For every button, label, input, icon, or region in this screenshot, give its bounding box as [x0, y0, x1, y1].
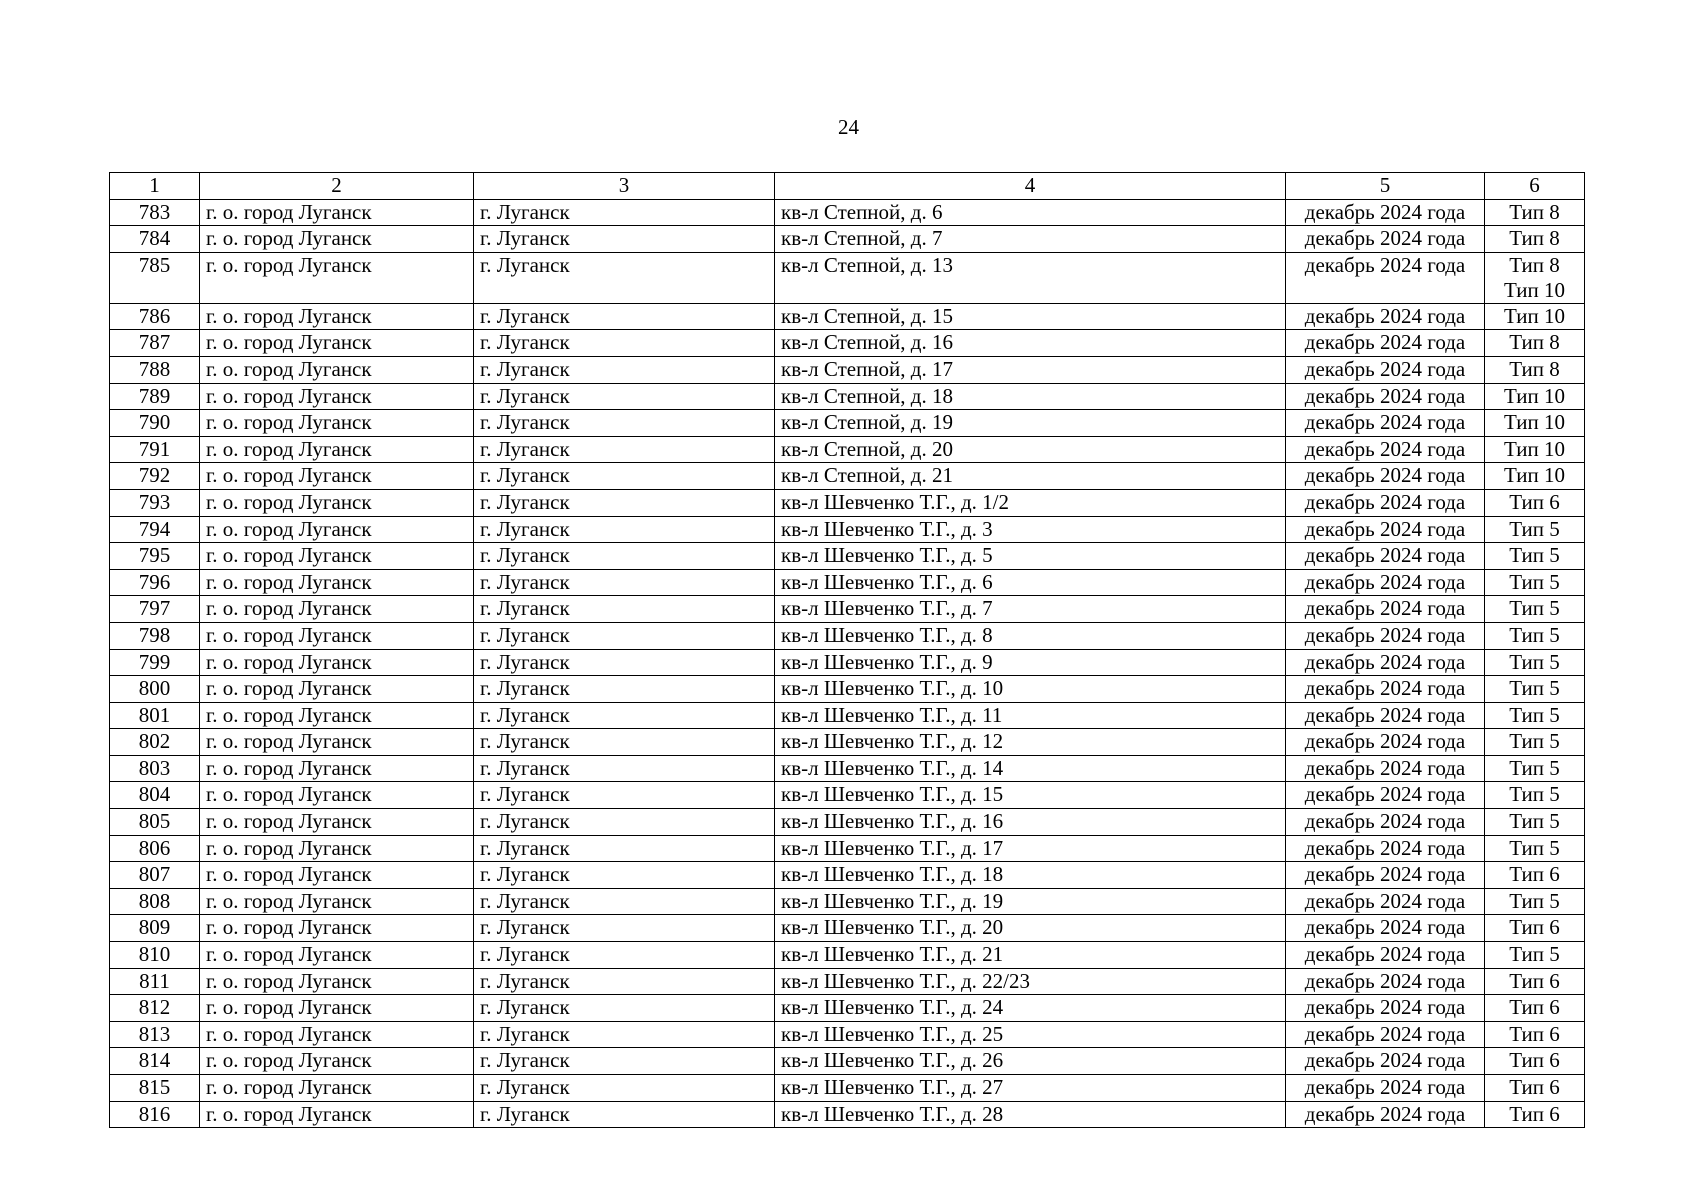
date-cell: декабрь 2024 года — [1286, 1048, 1485, 1075]
type-label: Тип 5 — [1509, 835, 1560, 860]
address-cell: кв-л Шевченко Т.Г., д. 20 — [775, 915, 1286, 942]
city-cell: г. Луганск — [474, 995, 775, 1022]
page-number: 24 — [838, 115, 859, 139]
district-cell: г. о. город Луганск — [200, 702, 474, 729]
type-cell — [1485, 729, 1585, 756]
type-label: Тип 6 — [1509, 862, 1560, 887]
type-label: Тип 5 — [1509, 942, 1560, 967]
type-label: Тип 5 — [1509, 702, 1560, 727]
table-row — [110, 226, 1585, 253]
type-label: Тип 8 — [1509, 226, 1560, 251]
row-number-cell: 811 — [110, 968, 200, 995]
type-label: Тип 8 — [1509, 252, 1560, 277]
type-label: Тип 6 — [1509, 1075, 1560, 1099]
type-label: Тип 5 — [1509, 888, 1560, 913]
district-cell: г. о. город Луганск — [200, 1021, 474, 1048]
table-row — [110, 1048, 1585, 1075]
date-cell: декабрь 2024 года — [1286, 436, 1485, 463]
date-cell: декабрь 2024 года — [1286, 835, 1485, 862]
date-cell: декабрь 2024 года — [1286, 330, 1485, 357]
type-label: Тип 10 — [1503, 463, 1566, 488]
address-cell: кв-л Степной, д. 13 — [775, 252, 1286, 303]
row-number-cell: 800 — [110, 676, 200, 703]
type-label: Тип 5 — [1509, 543, 1560, 568]
date-cell: декабрь 2024 года — [1286, 702, 1485, 729]
row-number-cell: 809 — [110, 915, 200, 942]
type-cell — [1485, 463, 1585, 490]
address-cell: кв-л Шевченко Т.Г., д. 17 — [775, 835, 1286, 862]
row-number-cell: 795 — [110, 543, 200, 570]
city-cell: г. Луганск — [474, 1075, 775, 1102]
district-cell: г. о. город Луганск — [200, 835, 474, 862]
type-cell — [1485, 199, 1585, 226]
table-row — [110, 649, 1585, 676]
district-cell: г. о. город Луганск — [200, 622, 474, 649]
address-cell: кв-л Шевченко Т.Г., д. 9 — [775, 649, 1286, 676]
city-cell: г. Луганск — [474, 755, 775, 782]
district-cell: г. о. город Луганск — [200, 330, 474, 357]
date-cell: декабрь 2024 года — [1286, 888, 1485, 915]
row-number-cell: 793 — [110, 489, 200, 516]
row-number-cell: 785 — [110, 252, 200, 303]
row-number-cell: 804 — [110, 782, 200, 809]
table-row — [110, 252, 1585, 303]
district-cell: г. о. город Луганск — [200, 968, 474, 995]
date-cell: декабрь 2024 года — [1286, 383, 1485, 410]
city-cell: г. Луганск — [474, 436, 775, 463]
type-label: Тип 6 — [1509, 915, 1560, 940]
city-cell: г. Луганск — [474, 915, 775, 942]
date-cell: декабрь 2024 года — [1286, 199, 1485, 226]
address-cell: кв-л Степной, д. 6 — [775, 199, 1286, 226]
date-cell: декабрь 2024 года — [1286, 1101, 1485, 1128]
address-cell: кв-л Шевченко Т.Г., д. 7 — [775, 596, 1286, 623]
date-cell: декабрь 2024 года — [1286, 410, 1485, 437]
table-row — [110, 356, 1585, 383]
row-number-cell: 794 — [110, 516, 200, 543]
city-cell: г. Луганск — [474, 252, 775, 303]
type-cell — [1485, 888, 1585, 915]
type-label: Тип 6 — [1509, 968, 1560, 993]
address-cell: кв-л Шевченко Т.Г., д. 22/23 — [775, 968, 1286, 995]
address-cell: кв-л Степной, д. 17 — [775, 356, 1286, 383]
row-number-cell: 815 — [110, 1075, 200, 1102]
city-cell: г. Луганск — [474, 410, 775, 437]
column-header: 1 — [110, 173, 200, 200]
district-cell: г. о. город Луганск — [200, 862, 474, 889]
city-cell: г. Луганск — [474, 1048, 775, 1075]
city-cell: г. Луганск — [474, 303, 775, 330]
row-number-cell: 792 — [110, 463, 200, 490]
date-cell: декабрь 2024 года — [1286, 226, 1485, 253]
address-cell: кв-л Степной, д. 7 — [775, 226, 1286, 253]
table-row — [110, 596, 1585, 623]
district-cell: г. о. город Луганск — [200, 569, 474, 596]
table-row — [110, 1075, 1585, 1102]
row-number-cell: 802 — [110, 729, 200, 756]
type-label: Тип 8 — [1509, 330, 1560, 355]
date-cell: декабрь 2024 года — [1286, 303, 1485, 330]
type-cell — [1485, 676, 1585, 703]
table-row — [110, 862, 1585, 889]
district-cell: г. о. город Луганск — [200, 942, 474, 969]
district-cell: г. о. город Луганск — [200, 383, 474, 410]
row-number-cell: 816 — [110, 1101, 200, 1128]
type-label: Тип 6 — [1509, 489, 1560, 514]
type-label: Тип 5 — [1509, 729, 1560, 754]
district-cell: г. о. город Луганск — [200, 649, 474, 676]
city-cell: г. Луганск — [474, 569, 775, 596]
address-cell: кв-л Шевченко Т.Г., д. 25 — [775, 1021, 1286, 1048]
address-cell: кв-л Шевченко Т.Г., д. 27 — [775, 1075, 1286, 1102]
district-cell: г. о. город Луганск — [200, 1075, 474, 1102]
table-body — [110, 199, 1585, 1128]
table-row — [110, 968, 1585, 995]
type-cell — [1485, 809, 1585, 836]
district-cell: г. о. город Луганск — [200, 755, 474, 782]
type-cell — [1485, 516, 1585, 543]
table-row — [110, 995, 1585, 1022]
district-cell: г. о. город Луганск — [200, 1048, 474, 1075]
row-number-cell: 814 — [110, 1048, 200, 1075]
type-label: Тип 10 — [1503, 383, 1566, 408]
table-row — [110, 729, 1585, 756]
district-cell: г. о. город Луганск — [200, 729, 474, 756]
type-cell — [1485, 226, 1585, 253]
district-cell: г. о. город Луганск — [200, 303, 474, 330]
city-cell: г. Луганск — [474, 809, 775, 836]
date-cell: декабрь 2024 года — [1286, 463, 1485, 490]
table-row — [110, 569, 1585, 596]
type-cell — [1485, 702, 1585, 729]
type-label: Тип 6 — [1509, 1101, 1560, 1126]
table-row — [110, 543, 1585, 570]
type-cell — [1485, 942, 1585, 969]
row-number-cell: 787 — [110, 330, 200, 357]
type-cell — [1485, 569, 1585, 596]
type-cell — [1485, 383, 1585, 410]
date-cell: декабрь 2024 года — [1286, 622, 1485, 649]
city-cell: г. Луганск — [474, 702, 775, 729]
table-row — [110, 702, 1585, 729]
type-label: Тип 8 — [1509, 356, 1560, 381]
district-cell: г. о. город Луганск — [200, 463, 474, 490]
city-cell: г. Луганск — [474, 226, 775, 253]
address-cell: кв-л Степной, д. 15 — [775, 303, 1286, 330]
type-cell — [1485, 649, 1585, 676]
type-cell — [1485, 1101, 1585, 1128]
type-label: Тип 6 — [1509, 995, 1560, 1020]
type-cell — [1485, 915, 1585, 942]
district-cell: г. о. город Луганск — [200, 489, 474, 516]
type-label: Тип 5 — [1509, 809, 1560, 834]
table-row — [110, 888, 1585, 915]
table-row — [110, 303, 1585, 330]
type-label: Тип 5 — [1509, 516, 1560, 541]
city-cell: г. Луганск — [474, 356, 775, 383]
city-cell: г. Луганск — [474, 199, 775, 226]
address-cell: кв-л Шевченко Т.Г., д. 8 — [775, 622, 1286, 649]
date-cell: декабрь 2024 года — [1286, 729, 1485, 756]
type-label: Тип 5 — [1509, 649, 1560, 674]
date-cell: декабрь 2024 года — [1286, 809, 1485, 836]
city-cell: г. Луганск — [474, 942, 775, 969]
date-cell: декабрь 2024 года — [1286, 1075, 1485, 1102]
city-cell: г. Луганск — [474, 622, 775, 649]
type-cell — [1485, 543, 1585, 570]
city-cell: г. Луганск — [474, 782, 775, 809]
city-cell: г. Луганск — [474, 383, 775, 410]
city-cell: г. Луганск — [474, 968, 775, 995]
type-label: Тип 5 — [1509, 569, 1560, 594]
district-cell: г. о. город Луганск — [200, 888, 474, 915]
type-cell — [1485, 755, 1585, 782]
type-label: Тип 10 — [1503, 436, 1566, 461]
type-label: Тип 5 — [1509, 782, 1560, 807]
table-row — [110, 915, 1585, 942]
row-number-cell: 805 — [110, 809, 200, 836]
city-cell: г. Луганск — [474, 1021, 775, 1048]
type-label: Тип 6 — [1509, 1048, 1560, 1073]
city-cell: г. Луганск — [474, 330, 775, 357]
district-cell: г. о. город Луганск — [200, 596, 474, 623]
table-row — [110, 942, 1585, 969]
city-cell: г. Луганск — [474, 463, 775, 490]
city-cell: г. Луганск — [474, 729, 775, 756]
date-cell: декабрь 2024 года — [1286, 676, 1485, 703]
row-number-cell: 806 — [110, 835, 200, 862]
city-cell: г. Луганск — [474, 489, 775, 516]
address-cell: кв-л Шевченко Т.Г., д. 18 — [775, 862, 1286, 889]
address-cell: кв-л Шевченко Т.Г., д. 11 — [775, 702, 1286, 729]
row-number-cell: 799 — [110, 649, 200, 676]
table-row — [110, 782, 1585, 809]
row-number-cell: 783 — [110, 199, 200, 226]
address-cell: кв-л Шевченко Т.Г., д. 12 — [775, 729, 1286, 756]
type-label: Тип 10 — [1503, 303, 1566, 328]
address-cell: кв-л Шевченко Т.Г., д. 5 — [775, 543, 1286, 570]
row-number-cell: 813 — [110, 1021, 200, 1048]
address-cell: кв-л Степной, д. 18 — [775, 383, 1286, 410]
table-row — [110, 809, 1585, 836]
city-cell: г. Луганск — [474, 835, 775, 862]
column-header: 4 — [775, 173, 1286, 200]
address-cell: кв-л Шевченко Т.Г., д. 28 — [775, 1101, 1286, 1128]
type-cell — [1485, 1021, 1585, 1048]
type-cell — [1485, 995, 1585, 1022]
row-number-cell: 796 — [110, 569, 200, 596]
column-header: 3 — [474, 173, 775, 200]
type-label: Тип 10 — [1503, 277, 1566, 302]
row-number-cell: 788 — [110, 356, 200, 383]
row-number-cell: 798 — [110, 622, 200, 649]
table-row — [110, 1101, 1585, 1128]
row-number-cell: 791 — [110, 436, 200, 463]
district-cell: г. о. город Луганск — [200, 915, 474, 942]
date-cell: декабрь 2024 года — [1286, 649, 1485, 676]
type-cell — [1485, 968, 1585, 995]
district-cell: г. о. город Луганск — [200, 1101, 474, 1128]
type-cell — [1485, 835, 1585, 862]
table-row — [110, 383, 1585, 410]
table-row — [110, 436, 1585, 463]
city-cell: г. Луганск — [474, 596, 775, 623]
address-cell: кв-л Шевченко Т.Г., д. 3 — [775, 516, 1286, 543]
address-cell: кв-л Шевченко Т.Г., д. 19 — [775, 888, 1286, 915]
district-cell: г. о. город Луганск — [200, 809, 474, 836]
date-cell: декабрь 2024 года — [1286, 915, 1485, 942]
type-cell — [1485, 330, 1585, 357]
type-cell — [1485, 1075, 1585, 1102]
address-cell: кв-л Шевченко Т.Г., д. 26 — [775, 1048, 1286, 1075]
table-row — [110, 676, 1585, 703]
type-cell — [1485, 596, 1585, 623]
address-cell: кв-л Шевченко Т.Г., д. 24 — [775, 995, 1286, 1022]
date-cell: декабрь 2024 года — [1286, 862, 1485, 889]
address-cell: кв-л Шевченко Т.Г., д. 10 — [775, 676, 1286, 703]
type-cell — [1485, 252, 1585, 303]
date-cell: декабрь 2024 года — [1286, 543, 1485, 570]
type-cell — [1485, 436, 1585, 463]
city-cell: г. Луганск — [474, 516, 775, 543]
address-cell: кв-л Шевченко Т.Г., д. 14 — [775, 755, 1286, 782]
district-cell: г. о. город Луганск — [200, 995, 474, 1022]
address-cell: кв-л Степной, д. 16 — [775, 330, 1286, 357]
row-number-cell: 784 — [110, 226, 200, 253]
date-cell: декабрь 2024 года — [1286, 356, 1485, 383]
column-header: 5 — [1286, 173, 1485, 200]
city-cell: г. Луганск — [474, 1101, 775, 1128]
table-row — [110, 835, 1585, 862]
table-row — [110, 516, 1585, 543]
district-cell: г. о. город Луганск — [200, 410, 474, 437]
district-cell: г. о. город Луганск — [200, 226, 474, 253]
type-cell — [1485, 303, 1585, 330]
type-label: Тип 8 — [1509, 199, 1560, 224]
address-cell: кв-л Степной, д. 21 — [775, 463, 1286, 490]
row-number-cell: 801 — [110, 702, 200, 729]
address-cell: кв-л Шевченко Т.Г., д. 21 — [775, 942, 1286, 969]
type-label: Тип 5 — [1509, 676, 1560, 701]
district-cell: г. о. город Луганск — [200, 782, 474, 809]
district-cell: г. о. город Луганск — [200, 436, 474, 463]
date-cell: декабрь 2024 года — [1286, 516, 1485, 543]
type-cell — [1485, 622, 1585, 649]
city-cell: г. Луганск — [474, 676, 775, 703]
type-cell — [1485, 1048, 1585, 1075]
table-header-row — [110, 173, 1585, 200]
type-label: Тип 5 — [1509, 622, 1560, 647]
row-number-cell: 789 — [110, 383, 200, 410]
date-cell: декабрь 2024 года — [1286, 596, 1485, 623]
address-cell: кв-л Шевченко Т.Г., д. 1/2 — [775, 489, 1286, 516]
district-cell: г. о. город Луганск — [200, 516, 474, 543]
city-cell: г. Луганск — [474, 888, 775, 915]
row-number-cell: 810 — [110, 942, 200, 969]
type-label: Тип 6 — [1509, 1021, 1560, 1046]
date-cell: декабрь 2024 года — [1286, 942, 1485, 969]
date-cell: декабрь 2024 года — [1286, 569, 1485, 596]
district-cell: г. о. город Луганск — [200, 676, 474, 703]
row-number-cell: 808 — [110, 888, 200, 915]
date-cell: декабрь 2024 года — [1286, 755, 1485, 782]
type-cell — [1485, 356, 1585, 383]
row-number-cell: 797 — [110, 596, 200, 623]
table-row — [110, 755, 1585, 782]
row-number-cell: 807 — [110, 862, 200, 889]
type-label: Тип 5 — [1509, 755, 1560, 780]
city-cell: г. Луганск — [474, 862, 775, 889]
district-cell: г. о. город Луганск — [200, 199, 474, 226]
type-label: Тип 10 — [1503, 410, 1566, 435]
row-number-cell: 790 — [110, 410, 200, 437]
type-cell — [1485, 410, 1585, 437]
row-number-cell: 812 — [110, 995, 200, 1022]
date-cell: декабрь 2024 года — [1286, 995, 1485, 1022]
address-cell: кв-л Степной, д. 20 — [775, 436, 1286, 463]
date-cell: декабрь 2024 года — [1286, 252, 1485, 303]
row-number-cell: 803 — [110, 755, 200, 782]
district-cell: г. о. город Луганск — [200, 543, 474, 570]
table-row — [110, 463, 1585, 490]
address-cell: кв-л Шевченко Т.Г., д. 6 — [775, 569, 1286, 596]
type-cell — [1485, 489, 1585, 516]
type-cell — [1485, 782, 1585, 809]
type-label: Тип 5 — [1509, 596, 1560, 621]
row-number-cell: 786 — [110, 303, 200, 330]
city-cell: г. Луганск — [474, 543, 775, 570]
district-cell: г. о. город Луганск — [200, 356, 474, 383]
register-table — [109, 172, 1585, 1128]
date-cell: декабрь 2024 года — [1286, 489, 1485, 516]
table-row — [110, 330, 1585, 357]
date-cell: декабрь 2024 года — [1286, 1021, 1485, 1048]
district-cell: г. о. город Луганск — [200, 252, 474, 303]
table-row — [110, 489, 1585, 516]
city-cell: г. Луганск — [474, 649, 775, 676]
address-cell: кв-л Степной, д. 19 — [775, 410, 1286, 437]
table-row — [110, 622, 1585, 649]
address-cell: кв-л Шевченко Т.Г., д. 16 — [775, 809, 1286, 836]
table-row — [110, 410, 1585, 437]
table-row — [110, 199, 1585, 226]
date-cell: декабрь 2024 года — [1286, 968, 1485, 995]
address-cell: кв-л Шевченко Т.Г., д. 15 — [775, 782, 1286, 809]
table-row — [110, 1021, 1585, 1048]
date-cell: декабрь 2024 года — [1286, 782, 1485, 809]
column-header: 2 — [200, 173, 474, 200]
column-header: 6 — [1485, 173, 1585, 200]
type-cell — [1485, 862, 1585, 889]
